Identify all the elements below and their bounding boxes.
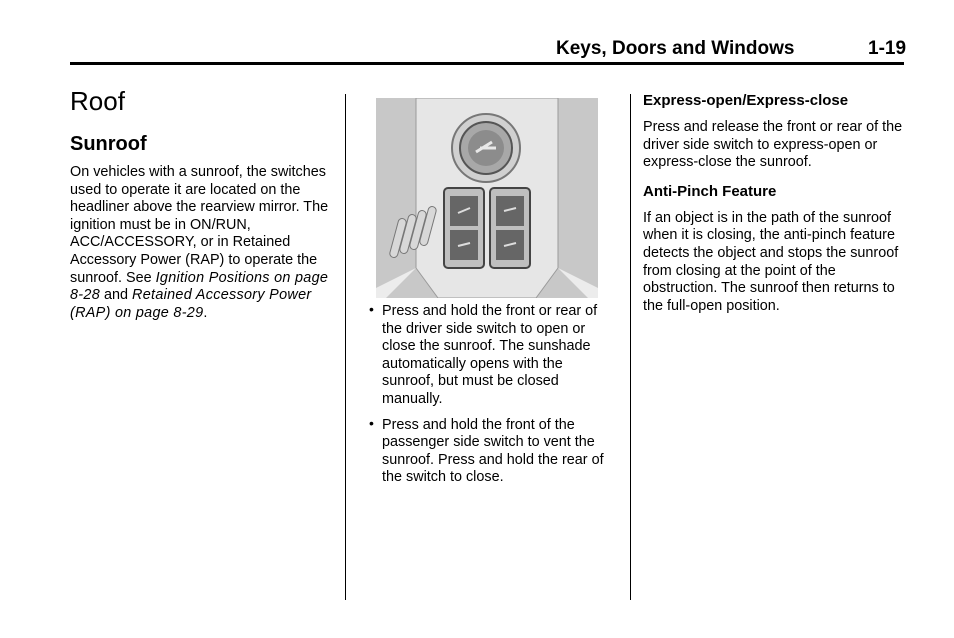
list-item	[358, 303, 614, 409]
sunroof-switch-illustration	[376, 98, 598, 298]
express-heading: Express-open/Express-close	[643, 92, 849, 109]
page-number: 1-19	[868, 38, 907, 59]
list-item-text: Press and hold the front of the passenger side switch to vent the sunroof. Press and hold the rear of the switch to close.	[382, 416, 604, 486]
xref-ignition-positions[interactable]: Ignition Positions on page 8-28	[70, 269, 329, 304]
right-column	[643, 92, 905, 315]
subsection-heading: Sunroof	[70, 133, 147, 155]
running-header-title: Keys, Doors and Windows	[556, 38, 795, 59]
paragraph-text: On vehicles with a sunroof, the switches used to operate it are located on the headliner above the rearview mirror. The ignition must be in ON/RUN, ACC/ACCESSORY, or in Retained Accessory Power (RAP) to operate the sunroof. See	[70, 164, 329, 286]
sunroof-paragraph	[70, 164, 338, 322]
xref-retained-accessory-power[interactable]: Retained Accessory Power (RAP) on page 8-29	[70, 287, 312, 321]
anti-pinch-heading: Anti-Pinch Feature	[643, 182, 777, 200]
bullet-mark: •	[369, 301, 374, 317]
column-divider-left	[345, 94, 346, 600]
column-divider-right	[630, 94, 631, 600]
section-heading: Roof	[70, 86, 125, 116]
express-paragraph: Press and release the front or rear of the driver side switch to express-open or express-close the sunroof.	[643, 119, 903, 171]
list-item-text: Press and hold the front or rear of the driver side switch to open or close the sunroof. The sunshade automatically opens with the sunroof, but must be closed manually.	[382, 303, 598, 407]
bullet-mark: •	[369, 414, 374, 431]
instruction-list	[358, 303, 614, 495]
paragraph-text: and	[100, 287, 133, 304]
list-item	[358, 414, 614, 487]
paragraph-text: .	[203, 304, 208, 321]
anti-pinch-paragraph: If an object is in the path of the sunroof when it is closing, the anti-pinch feature detects the object and stops the sunroof from closing at the point of the obstruction. The sunroof then returns to the full-open position.	[643, 209, 899, 314]
sunroof-switch-drawing	[376, 98, 598, 298]
header-rule	[70, 62, 904, 65]
